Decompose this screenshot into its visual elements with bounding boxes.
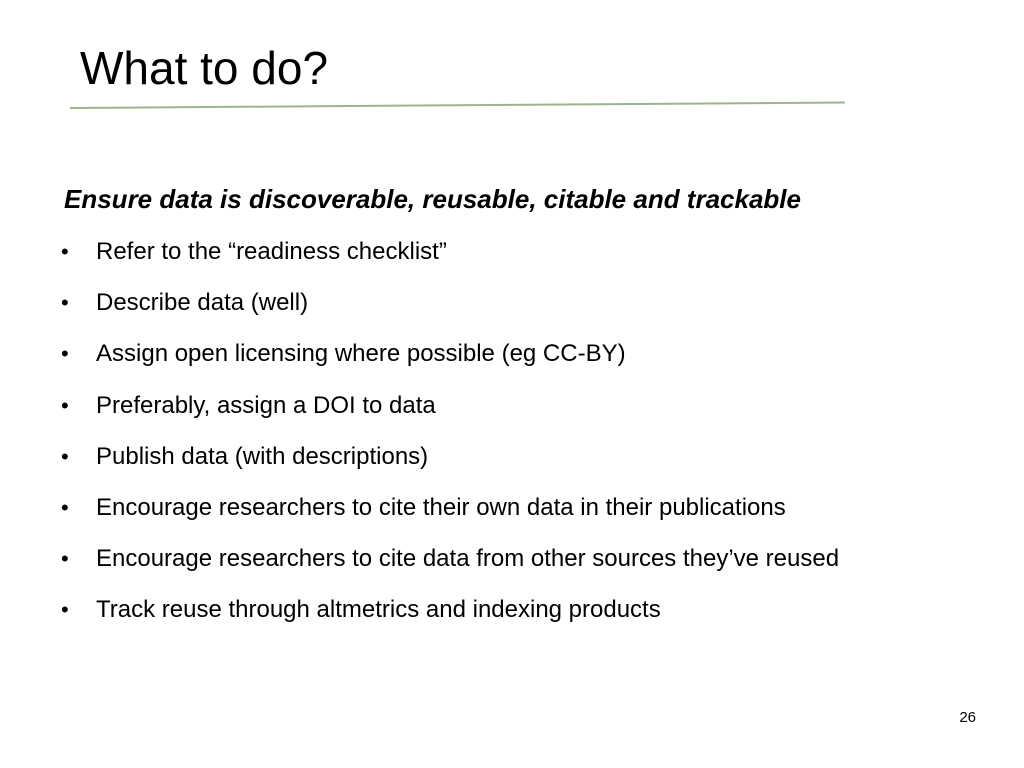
bullet-text: Encourage researchers to cite their own data in their publications — [96, 493, 786, 521]
bullet-marker: • — [61, 546, 69, 572]
bullet-text: Describe data (well) — [96, 289, 309, 317]
bullet-text: Assign open licensing where possible (eg CC-BY) — [96, 340, 626, 368]
title-underline — [0, 0, 1024, 120]
slide-title: What to do? — [80, 42, 329, 94]
bullet-marker: • — [61, 341, 69, 367]
bullet-marker: • — [61, 597, 69, 623]
page-number: 26 — [959, 709, 976, 726]
subheading: Ensure data is discoverable, reusable, citable and trackable — [64, 184, 801, 214]
bullet-text: Encourage researchers to cite data from other sources they’ve reused — [96, 545, 840, 573]
bullet-marker: • — [61, 443, 69, 469]
bullet-marker: • — [61, 494, 69, 520]
bullet-text: Track reuse through altmetrics and indexing products — [96, 596, 661, 624]
bullet-text: Preferably, assign a DOI to data — [96, 391, 436, 419]
bullet-marker: • — [61, 239, 69, 264]
bullet-marker: • — [61, 290, 69, 316]
bullet-marker: • — [61, 392, 69, 418]
bullet-text: Publish data (with descriptions) — [96, 442, 429, 470]
bullet-text: Refer to the “readiness checklist” — [96, 238, 447, 265]
